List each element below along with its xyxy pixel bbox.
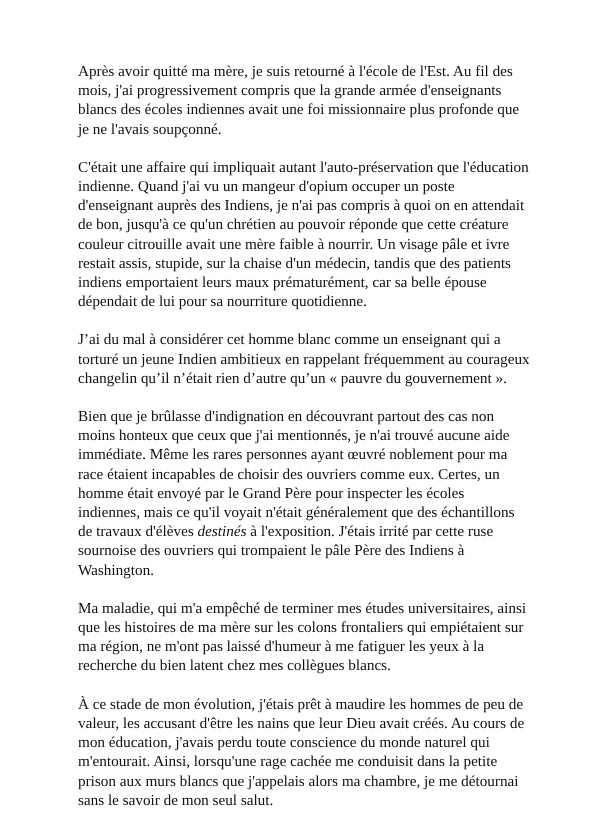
paragraph-4-emphasis: destinés: [197, 523, 247, 541]
paragraph-1: Après avoir quitté ma mère, je suis retourné à l'école de l'Est. Au fil des mois, j'ai progressivement compris que la grande armée d'enseignants blancs des écoles indiennes avait une foi missionnaire plus profonde que je ne l'avais soupçonné.: [78, 63, 520, 138]
document-page: [78, 62, 530, 829]
paragraph-4-text-after: à l'exposition. J'étais irrité par cette ruse sournoise des ouvriers qui trompaient le pâle Père des Indiens à Washington.: [78, 523, 494, 579]
paragraph-6: À ce stade de mon évolution, j'étais prêt à maudire les hommes de peu de valeur, les accusant d'être les nains que leur Dieu avait créés. Au cours de mon éducation, j'avais perdu toute conscience du monde naturel qui m'entourait. Ainsi, lorsqu'une rage cachée me conduisit dans la petite prison aux murs blancs que j'appelais alors ma chambre, je me détournai sans le savoir de mon seul salut.: [78, 695, 525, 809]
paragraph-2: C'était une affaire qui impliquait autant l'auto-préservation que l'éducation indienne. Quand j'ai vu un mangeur d'opium occuper un poste d'enseignant auprès des Indiens, je n'ai pas compris à quoi on en attendait de bon, jusqu'à ce qu'un chrétien au pouvoir réponde que cette créature couleur citrouille avait une mère faible à nourrir. Un visage pâle et ivre restait assis, stupide, sur la chaise d'un médecin, tandis que des patients indiens emportaient leurs maux prématurément, car sa belle épouse dépendait de lui pour sa nourriture quotidienne.: [78, 158, 529, 311]
paragraph-4: [78, 407, 530, 580]
paragraph-4-text-before: Bien que je brûlasse d'indignation en découvrant partout des cas non moins honteux que ceux que j'ai mentionnés, je n'ai trouvé aucune aide immédiate. Même les rares personnes ayant œuvré noblement pour ma race étaient incapables de choisir des ouvriers comme eux. Certes, un homme était envoyé par le Grand Père pour inspecter les écoles indiennes, mais ce qu'il voyait n'était généralement que des échantillons de travaux d'élèves: [78, 408, 515, 541]
paragraph-3: J’ai du mal à considérer cet homme blanc comme un enseignant qui a torturé un jeune Indien ambitieux en rappelant fréquemment au courageux changelin qu’il n’était rien d’autre qu’un « pauvre du gouvernement ».: [78, 331, 530, 387]
paragraph-5: Ma maladie, qui m'a empêché de terminer mes études universitaires, ainsi que les histoires de ma mère sur les colons frontaliers qui empiétaient sur ma région, ne m'ont pas laissé d'humeur à me fatiguer les yeux à la recherche du bien latent chez mes collègues blancs.: [78, 599, 527, 675]
